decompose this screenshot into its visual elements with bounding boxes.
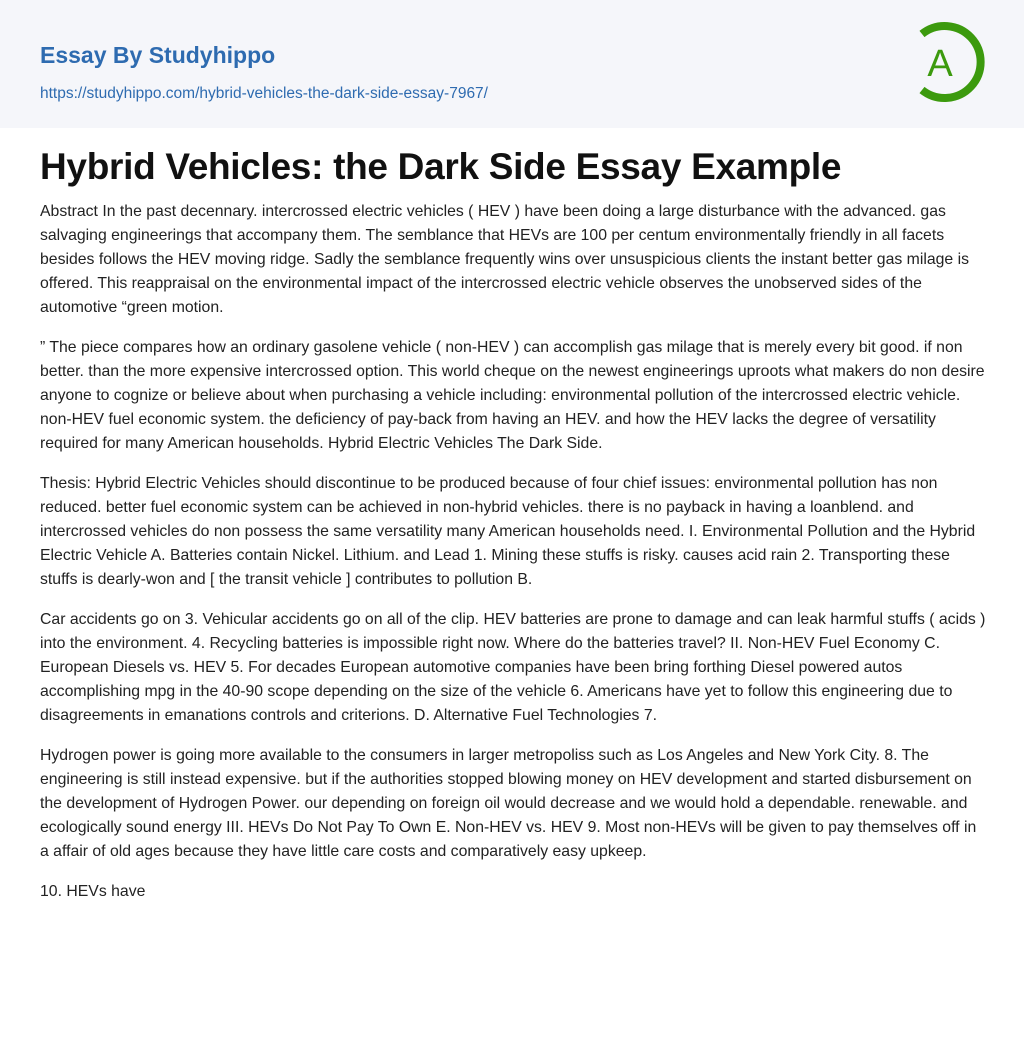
- logo-letter: A: [927, 43, 953, 85]
- essay-paragraph: ” The piece compares how an ordinary gasolene vehicle ( non-HEV ) can accomplish gas milage that is merely every bit good. if non better. than the more expensive intercrossed option. This world cheque on the newest engineerings uproots what makers do non desire anyone to cognize or believe about when purchasing a vehicle including: environmental pollution of the intercrossed electric vehicle. non-HEV fuel economic system. the deficiency of pay-back from having an HEV. and how the HEV lacks the degree of versatility required for many American households. Hybrid Electric Vehicles The Dark Side.: [40, 339, 985, 452]
- site-header: [0, 0, 1024, 128]
- brand-title[interactable]: Essay By Studyhippo: [40, 42, 276, 68]
- essay-paragraph: Abstract In the past decennary. intercrossed electric vehicles ( HEV ) have been doing a large disturbance with the advanced. gas salvaging engineerings that accompany them. The semblance that HEVs are 100 per centum environmentally friendly in all facets besides follows the HEV moving ridge. Sadly the semblance frequently wins over unsuspicious clients the instant better gas milage is offered. This reappraisal on the environmental impact of the intercrossed electric vehicle observes the unobserved sides of the automotive “green motion.: [40, 203, 969, 316]
- essay-paragraph: 10. HEVs have: [40, 883, 146, 900]
- essay-paragraph: Hydrogen power is going more available to the consumers in larger metropoliss such as Los Angeles and New York City. 8. The engineering is still instead expensive. but if the authorities stopped blowing money on HEV development and started disbursement on the development of Hydrogen Power. our depending on foreign oil would decrease and we would hold a dependable. renewable. and ecologically sound energy III. HEVs Do Not Pay To Own E. Non-HEV vs. HEV 9. Most non-HEVs will be given to pay themselves off in a affair of old ages because they have little care costs and comparatively easy upkeep.: [40, 747, 977, 860]
- studyhippo-logo-icon[interactable]: [912, 20, 986, 104]
- essay-url-link[interactable]: https://studyhippo.com/hybrid-vehicles-the-dark-side-essay-7967/: [40, 85, 488, 102]
- essay-paragraph: Car accidents go on 3. Vehicular accidents go on all of the clip. HEV batteries are prone to damage and can leak harmful stuffs ( acids ) into the environment. 4. Recycling batteries is impossible right now. Where do the batteries travel? II. Non-HEV Fuel Economy C. European Diesels vs. HEV 5. For decades European automotive companies have been bring forthing Diesel powered autos accomplishing mpg in the 40-90 scope depending on the size of the vehicle 6. Americans have yet to follow this engineering due to disagreements in emanations controls and criterions. D. Alternative Fuel Technologies 7.: [40, 611, 986, 724]
- essay-paragraph: Thesis: Hybrid Electric Vehicles should discontinue to be produced because of four chief issues: environmental pollution has non reduced. better fuel economic system can be achieved in non-hybrid vehicles. there is no payback in having a loanblend. and intercrossed vehicles do non possess the same versatility many American households need. I. Environmental Pollution and the Hybrid Electric Vehicle A. Batteries contain Nickel. Lithium. and Lead 1. Mining these stuffs is risky. causes acid rain 2. Transporting these stuffs is dearly-won and [ the transit vehicle ] contributes to pollution B.: [40, 475, 976, 588]
- page-title: Hybrid Vehicles: the Dark Side Essay Example: [40, 146, 842, 187]
- essay-body: [40, 200, 988, 920]
